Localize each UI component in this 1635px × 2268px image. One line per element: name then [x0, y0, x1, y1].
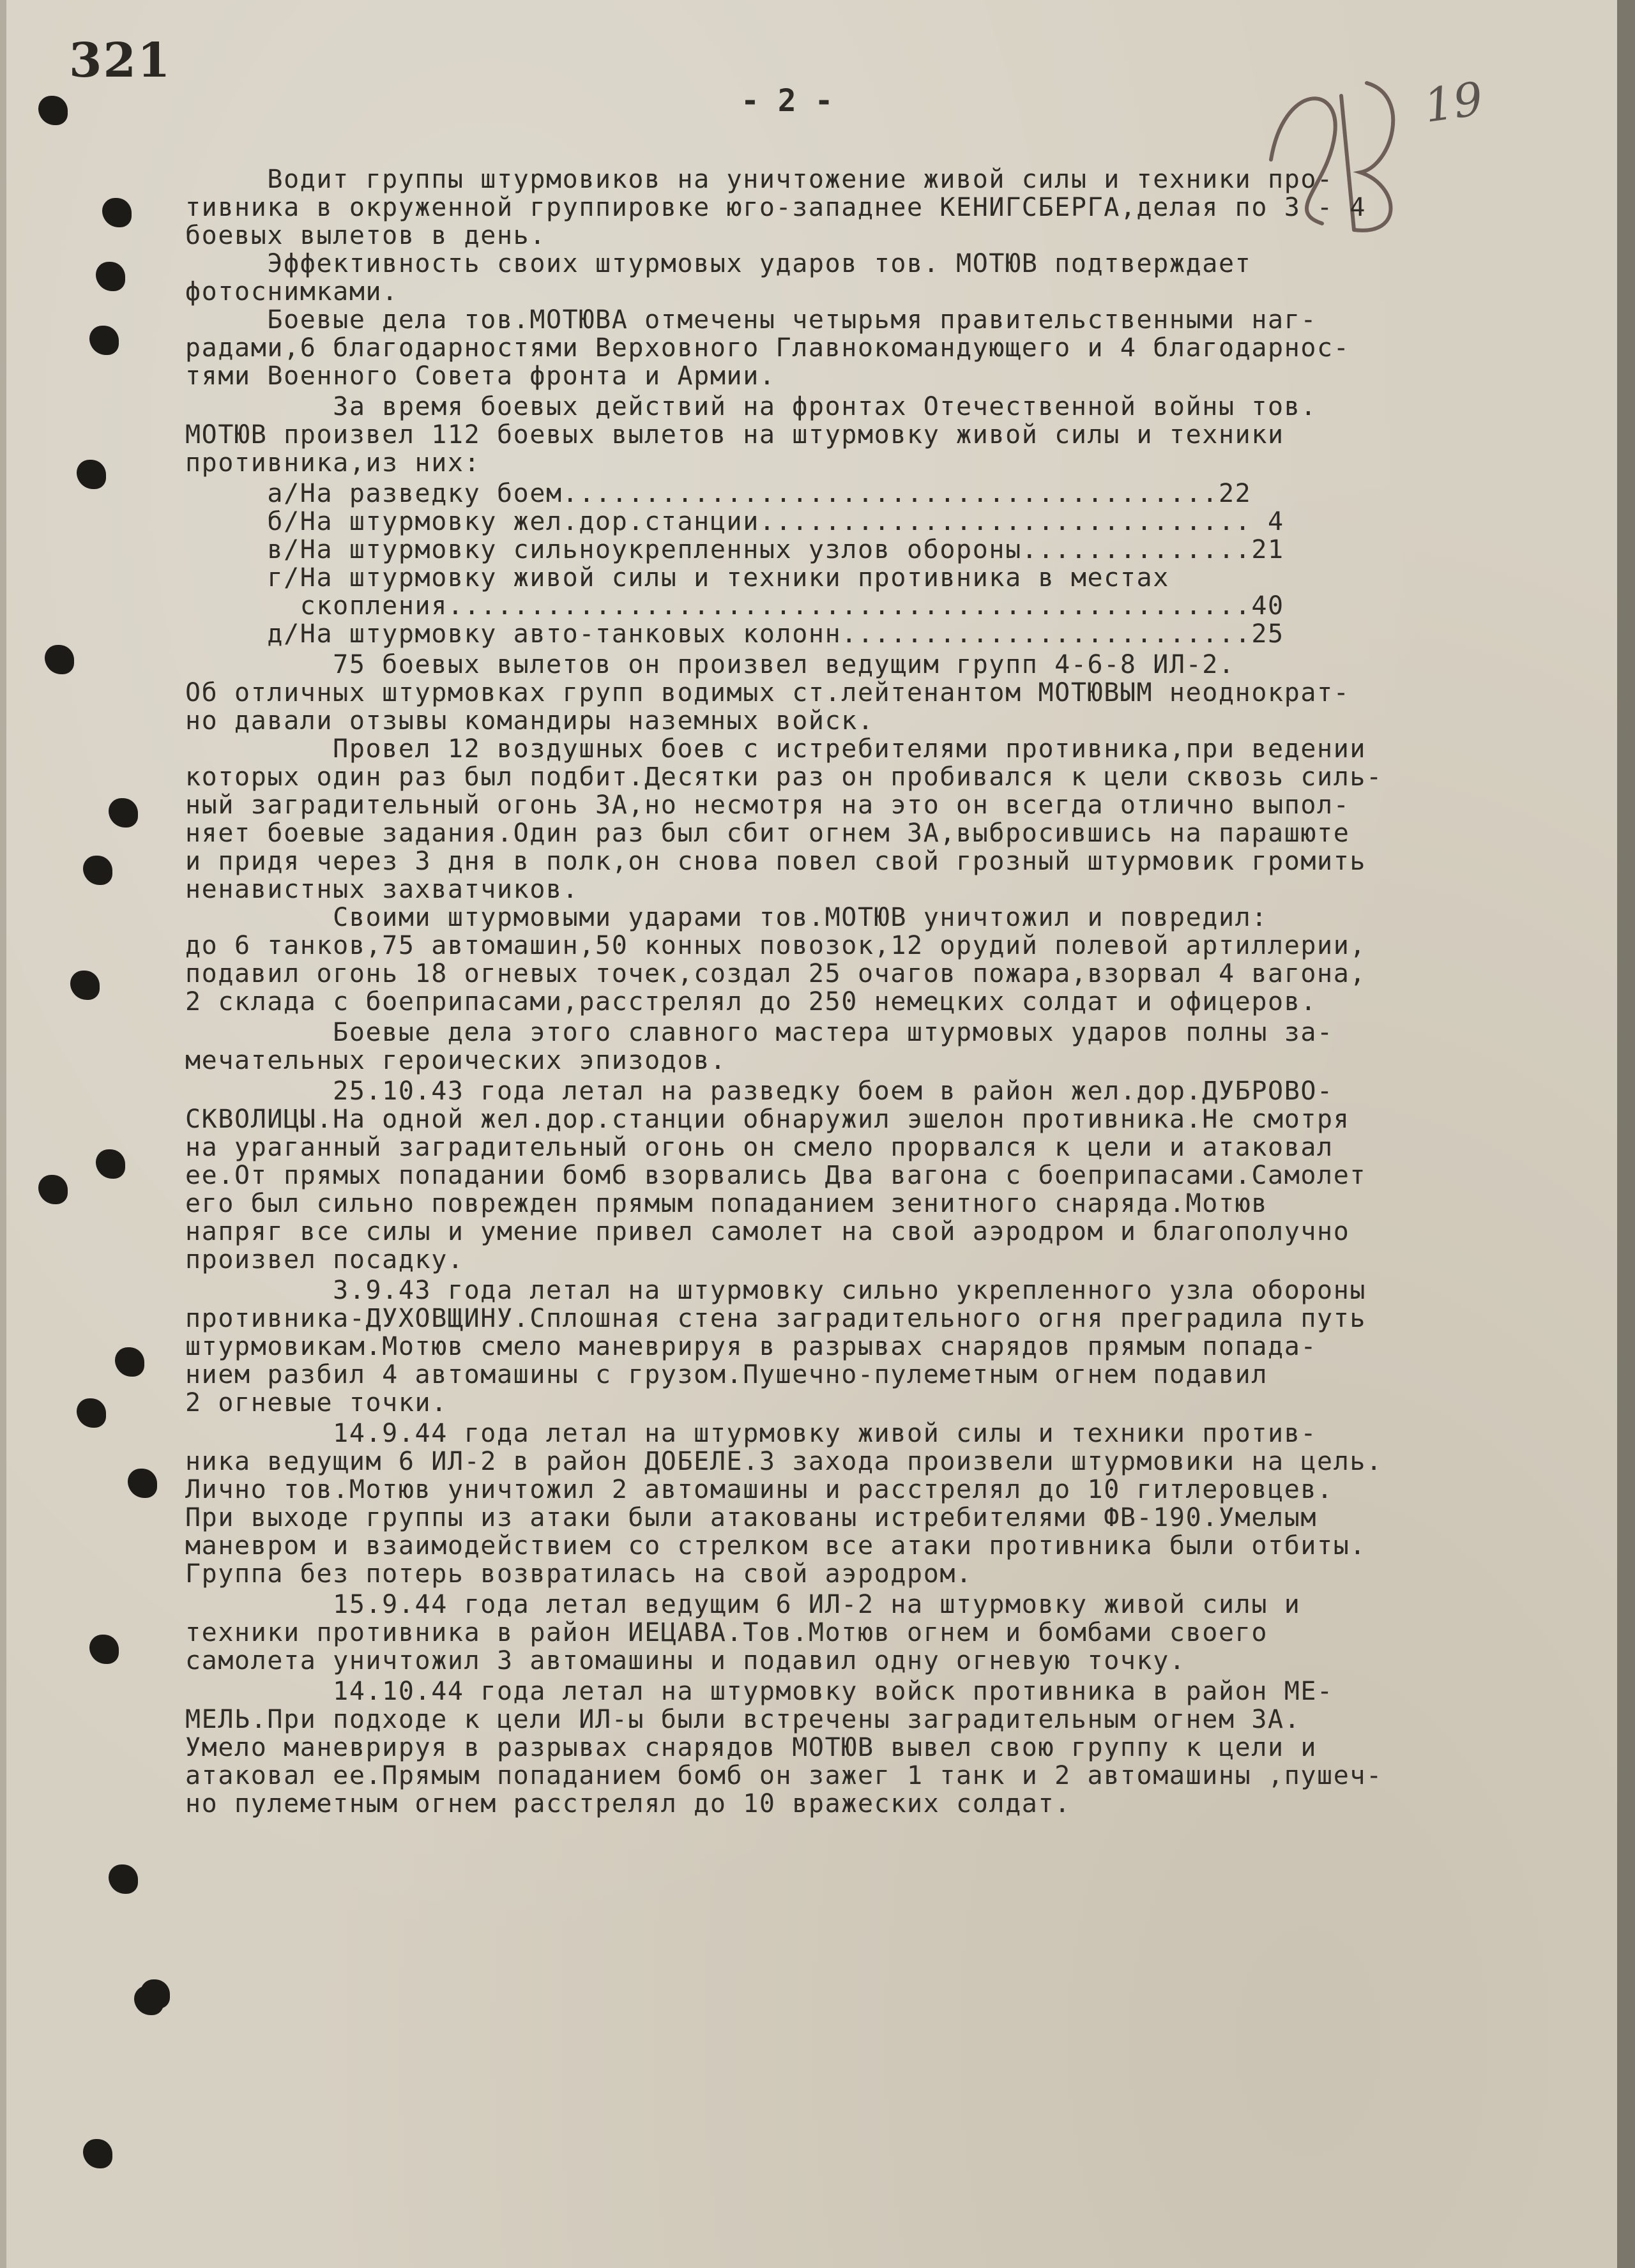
document-line: в/На штурмовку сильноукрепленных узлов обороны..............21 [185, 535, 1284, 564]
document-line: напряг все силы и умение привел самолет на свой аэродром и благополучно [185, 1217, 1350, 1246]
document-line: 14.9.44 года летал на штурмовку живой силы и техники против- [185, 1419, 1318, 1448]
document-line: ный заградительный огонь ЗА,но несмотря на это он всегда отлично выпол- [185, 790, 1350, 820]
document-line: противника,из них: [185, 448, 481, 478]
document-line: самолета уничтожил 3 автомашины и подавил одну огневую точку. [185, 1646, 1186, 1675]
binding-hole [102, 198, 132, 227]
binding-hole [38, 96, 68, 125]
document-line: атаковал ее.Прямым попаданием бомб он зажег 1 танк и 2 автомашины ,пушеч- [185, 1761, 1383, 1790]
document-line: 2 огневые точки. [185, 1388, 448, 1418]
document-line: Своими штурмовыми ударами тов.МОТЮВ уничтожил и повредил: [185, 903, 1268, 932]
binding-hole [109, 798, 138, 828]
document-line: СКВОЛИЦЫ.На одной жел.дор.станции обнаружил эшелон противника.Не смотря [185, 1105, 1350, 1134]
binding-hole [77, 1398, 106, 1428]
document-line: боевых вылетов в день. [185, 221, 547, 250]
document-line: 15.9.44 года летал ведущим 6 ИЛ-2 на штурмовку живой силы и [185, 1590, 1301, 1619]
document-line: Умело маневрируя в разрывах снарядов МОТЮВ вывел свою группу к цели и [185, 1733, 1318, 1762]
document-line: При выходе группы из атаки были атакованы истребителями ФВ-190.Умелым [185, 1503, 1318, 1532]
binding-hole [38, 1175, 68, 1204]
document-line: но давали отзывы командиры наземных войск. [185, 706, 874, 736]
document-line: За время боевых действий на фронтах Отечественной войны тов. [185, 392, 1318, 421]
document-line: ненавистных захватчиков. [185, 875, 579, 904]
document-line: Группа без потерь возвратилась на свой аэродром. [185, 1559, 973, 1589]
document-line: д/На штурмовку авто-танковых колонн.........................25 [185, 619, 1284, 649]
binding-hole [89, 1635, 119, 1664]
document-line: МОТЮВ произвел 112 боевых вылетов на штурмовку живой силы и техники [185, 420, 1284, 450]
document-line: ее.От прямых попадании бомб взорвались Два вагона с боеприпасами.Самолет [185, 1161, 1367, 1190]
document-line: 3.9.43 года летал на штурмовку сильно укрепленного узла обороны [185, 1276, 1367, 1305]
binding-hole [96, 262, 125, 291]
document-line: на ураганный заградительный огонь он смело прорвался к цели и атаковал [185, 1133, 1334, 1162]
binding-hole [96, 1149, 125, 1179]
binding-hole [70, 971, 100, 1000]
document-line: Водит группы штурмовиков на уничтожение живой силы и техники про- [185, 165, 1334, 194]
page-right-edge [1617, 0, 1635, 2268]
document-line: техники противника в район ИЕЦАВА.Тов.Мотюв огнем и бомбами своего [185, 1618, 1268, 1647]
document-line: мечательных героических эпизодов. [185, 1046, 727, 1075]
binding-hole [109, 1864, 138, 1894]
document-line: МЕЛЬ.При подходе к цели ИЛ-ы были встречены заградительным огнем ЗА. [185, 1705, 1301, 1734]
document-line: и придя через 3 дня в полк,он снова повел свой грозный штурмовик громить [185, 847, 1367, 876]
binding-hole [89, 326, 119, 355]
document-line: няет боевые задания.Один раз был сбит огнем ЗА,выбросившись на парашюте [185, 819, 1350, 848]
document-line: тивника в окруженной группировке юго-западнее КЕНИГСБЕРГА,делая по 3 - 4 [185, 193, 1367, 222]
handwritten-note: 19 [1420, 72, 1487, 133]
document-line: а/На разведку боем........................................22 [185, 479, 1252, 508]
document-line: противника-ДУХОВЩИНУ.Сплошная стена заградительного огня преградила путь [185, 1304, 1367, 1333]
document-line: Эффективность своих штурмовых ударов тов. МОТЮВ подтверждает [185, 249, 1252, 278]
document-line: ника ведущим 6 ИЛ-2 в район ДОБЕЛЕ.3 захода произвели штурмовики на цель. [185, 1447, 1383, 1476]
binding-hole [134, 1986, 164, 2015]
document-line: штурмовикам.Мотюв смело маневрируя в разрывах снарядов прямым попада- [185, 1332, 1318, 1361]
archive-sheet-number: 321 [69, 33, 172, 88]
document-line: его был сильно поврежден прямым попаданием зенитного снаряда.Мотюв [185, 1189, 1268, 1218]
binding-hole [45, 645, 74, 674]
document-line: но пулеметным огнем расстрелял до 10 вражеских солдат. [185, 1789, 1071, 1818]
document-line: которых один раз был подбит.Десятки раз он пробивался к цели сквозь силь- [185, 762, 1383, 792]
page-number: - 2 - [741, 83, 833, 119]
binding-hole [128, 1469, 157, 1498]
document-line: нием разбил 4 автомашины с грузом.Пушечно-пулеметным огнем подавил [185, 1360, 1268, 1389]
document-line: Боевые дела этого славного мастера штурмовых ударов полны за- [185, 1018, 1334, 1047]
page-left-edge [0, 0, 6, 2268]
document-line: б/На штурмовку жел.дор.станции.............................. 4 [185, 507, 1284, 536]
binding-hole [83, 856, 112, 885]
document-line: Об отличных штурмовках групп водимых ст.лейтенантом МОТЮВЫМ неоднократ- [185, 678, 1350, 707]
binding-hole [115, 1347, 144, 1377]
document-line: 2 склада с боеприпасами,расстрелял до 250 немецких солдат и офицеров. [185, 987, 1318, 1017]
document-line: Боевые дела тов.МОТЮВА отмечены четырьмя правительственными наг- [185, 305, 1318, 335]
binding-hole [77, 460, 106, 489]
document-line: фотоснимками. [185, 277, 399, 306]
document-line: 14.10.44 года летал на штурмовку войск противника в район МЕ- [185, 1677, 1334, 1706]
document-line: маневром и взаимодействием со стрелком все атаки противника были отбиты. [185, 1531, 1367, 1561]
document-line: подавил огонь 18 огневых точек,создал 25 очагов пожара,взорвал 4 вагона, [185, 959, 1367, 988]
document-line: скопления.................................................40 [185, 591, 1284, 621]
document-line: тями Военного Совета фронта и Армии. [185, 361, 776, 391]
document-line: г/На штурмовку живой силы и техники противника в местах [185, 563, 1169, 593]
document-line: произвел посадку. [185, 1245, 464, 1274]
document-line: Провел 12 воздушных боев с истребителями противника,при ведении [185, 734, 1367, 764]
document-line: 25.10.43 года летал на разведку боем в район жел.дор.ДУБРОВО- [185, 1077, 1334, 1106]
document-line: 75 боевых вылетов он произвел ведущим групп 4-6-8 ИЛ-2. [185, 650, 1235, 679]
document-line: радами,6 благодарностями Верховного Главнокомандующего и 4 благодарнос- [185, 333, 1350, 363]
document-line: Лично тов.Мотюв уничтожил 2 автомашины и расстрелял до 10 гитлеровцев. [185, 1475, 1334, 1504]
document-line: до 6 танков,75 автомашин,50 конных повозок,12 орудий полевой артиллерии, [185, 931, 1367, 960]
binding-hole [83, 2139, 112, 2168]
